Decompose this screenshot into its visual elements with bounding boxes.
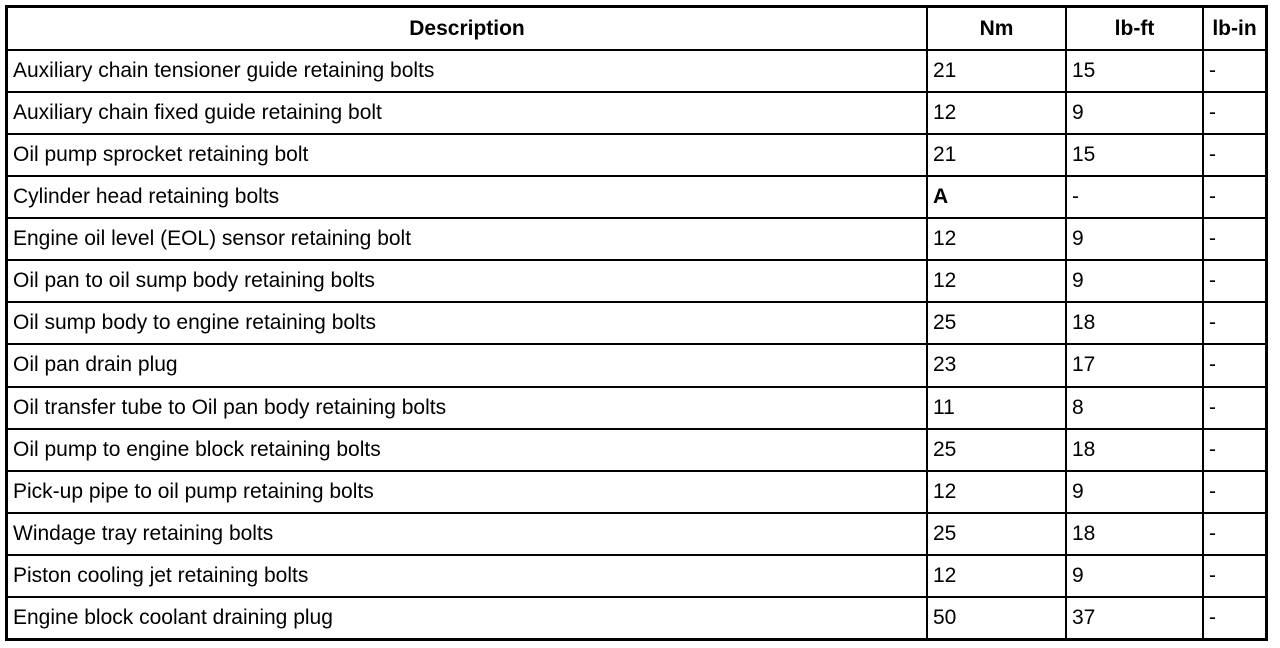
table-row (8, 513, 1265, 555)
table-row (8, 471, 1265, 513)
description-cell: Windage tray retaining bolts (8, 513, 927, 555)
lb-ft-cell: 9 (1066, 92, 1203, 134)
lb-in-cell: - (1203, 260, 1265, 302)
table-row (8, 387, 1265, 429)
lb-ft-cell: 18 (1066, 513, 1203, 555)
lb-in-cell: - (1203, 387, 1265, 429)
lb-ft-cell: 9 (1066, 555, 1203, 597)
table-row (8, 429, 1265, 471)
column-header-nm: Nm (927, 8, 1066, 50)
lb-in-cell: - (1203, 302, 1265, 344)
lb-in-cell: - (1203, 471, 1265, 513)
description-cell: Pick-up pipe to oil pump retaining bolts (8, 471, 927, 513)
nm-cell: 11 (927, 387, 1066, 429)
lb-ft-cell: 18 (1066, 302, 1203, 344)
lb-in-cell: - (1203, 597, 1265, 638)
lb-ft-cell: 37 (1066, 597, 1203, 638)
lb-ft-cell: 17 (1066, 344, 1203, 386)
nm-cell: 12 (927, 471, 1066, 513)
lb-ft-cell: 18 (1066, 429, 1203, 471)
lb-ft-cell: 9 (1066, 260, 1203, 302)
torque-spec-table-container (5, 5, 1268, 641)
table-row (8, 260, 1265, 302)
lb-ft-cell: - (1066, 176, 1203, 218)
table-row (8, 92, 1265, 134)
description-cell: Oil pan drain plug (8, 344, 927, 386)
description-cell: Engine block coolant draining plug (8, 597, 927, 638)
lb-ft-cell: 9 (1066, 218, 1203, 260)
lb-in-cell: - (1203, 218, 1265, 260)
lb-in-cell: - (1203, 344, 1265, 386)
nm-cell: A (927, 176, 1066, 218)
nm-cell: 25 (927, 429, 1066, 471)
lb-in-cell: - (1203, 176, 1265, 218)
lb-ft-cell: 15 (1066, 134, 1203, 176)
torque-spec-table (8, 8, 1265, 638)
table-row (8, 344, 1265, 386)
column-header-description: Description (8, 8, 927, 50)
description-cell: Auxiliary chain tensioner guide retaining bolts (8, 50, 927, 92)
lb-ft-cell: 8 (1066, 387, 1203, 429)
lb-ft-cell: 15 (1066, 50, 1203, 92)
lb-in-cell: - (1203, 50, 1265, 92)
description-cell: Cylinder head retaining bolts (8, 176, 927, 218)
table-row (8, 218, 1265, 260)
description-cell: Oil pan to oil sump body retaining bolts (8, 260, 927, 302)
column-header-lb-ft: lb-ft (1066, 8, 1203, 50)
nm-cell: 50 (927, 597, 1066, 638)
nm-cell: 12 (927, 260, 1066, 302)
table-row (8, 555, 1265, 597)
description-cell: Auxiliary chain fixed guide retaining bolt (8, 92, 927, 134)
table-row (8, 50, 1265, 92)
nm-cell: 21 (927, 50, 1066, 92)
table-row (8, 597, 1265, 638)
lb-in-cell: - (1203, 429, 1265, 471)
nm-cell: 12 (927, 92, 1066, 134)
table-header-row (8, 8, 1265, 50)
nm-cell: 12 (927, 555, 1066, 597)
nm-cell: 25 (927, 513, 1066, 555)
lb-in-cell: - (1203, 513, 1265, 555)
description-cell: Oil transfer tube to Oil pan body retaining bolts (8, 387, 927, 429)
lb-in-cell: - (1203, 92, 1265, 134)
lb-in-cell: - (1203, 555, 1265, 597)
nm-cell: 23 (927, 344, 1066, 386)
nm-cell: 12 (927, 218, 1066, 260)
nm-cell: 25 (927, 302, 1066, 344)
description-cell: Oil sump body to engine retaining bolts (8, 302, 927, 344)
description-cell: Oil pump to engine block retaining bolts (8, 429, 927, 471)
table-row (8, 302, 1265, 344)
table-row (8, 134, 1265, 176)
column-header-lb-in: lb-in (1203, 8, 1265, 50)
description-cell: Engine oil level (EOL) sensor retaining bolt (8, 218, 927, 260)
description-cell: Oil pump sprocket retaining bolt (8, 134, 927, 176)
nm-cell: 21 (927, 134, 1066, 176)
table-row (8, 176, 1265, 218)
lb-ft-cell: 9 (1066, 471, 1203, 513)
lb-in-cell: - (1203, 134, 1265, 176)
description-cell: Piston cooling jet retaining bolts (8, 555, 927, 597)
